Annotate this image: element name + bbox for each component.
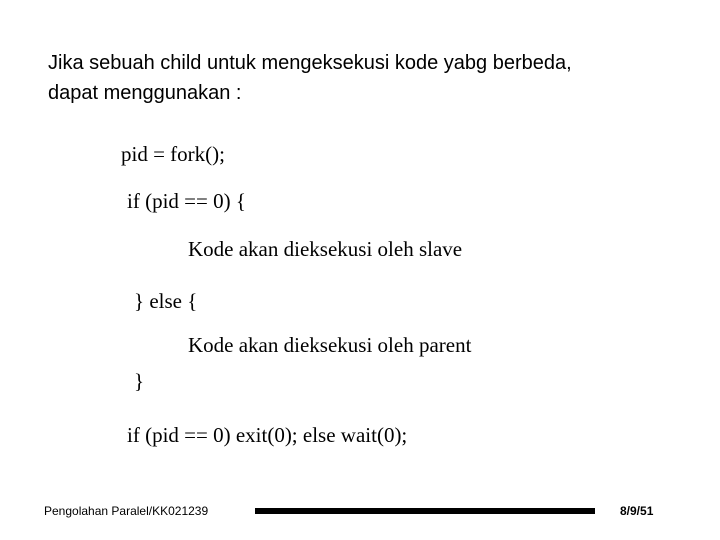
intro-line-1: Jika sebuah child untuk mengeksekusi kode yabg berbeda,: [48, 52, 572, 74]
footer-page-number: 8/9/51: [620, 504, 654, 518]
intro-text: [48, 48, 708, 108]
code-line-close-brace: }: [134, 369, 145, 393]
footer-course-label: Pengolahan Paralel/KK021239: [44, 504, 209, 518]
code-line-slave: Kode akan dieksekusi oleh slave: [188, 237, 463, 261]
code-line-if-open: if (pid == 0) {: [127, 189, 246, 213]
code-line-fork: pid = fork();: [121, 142, 225, 166]
code-line-exit-wait: if (pid == 0) exit(0); else wait(0);: [127, 423, 408, 447]
code-line-else: } else {: [134, 289, 198, 313]
intro-line-2: dapat menggunakan :: [48, 82, 242, 104]
footer-divider: [255, 508, 595, 514]
code-line-parent: Kode akan dieksekusi oleh parent: [188, 333, 472, 357]
